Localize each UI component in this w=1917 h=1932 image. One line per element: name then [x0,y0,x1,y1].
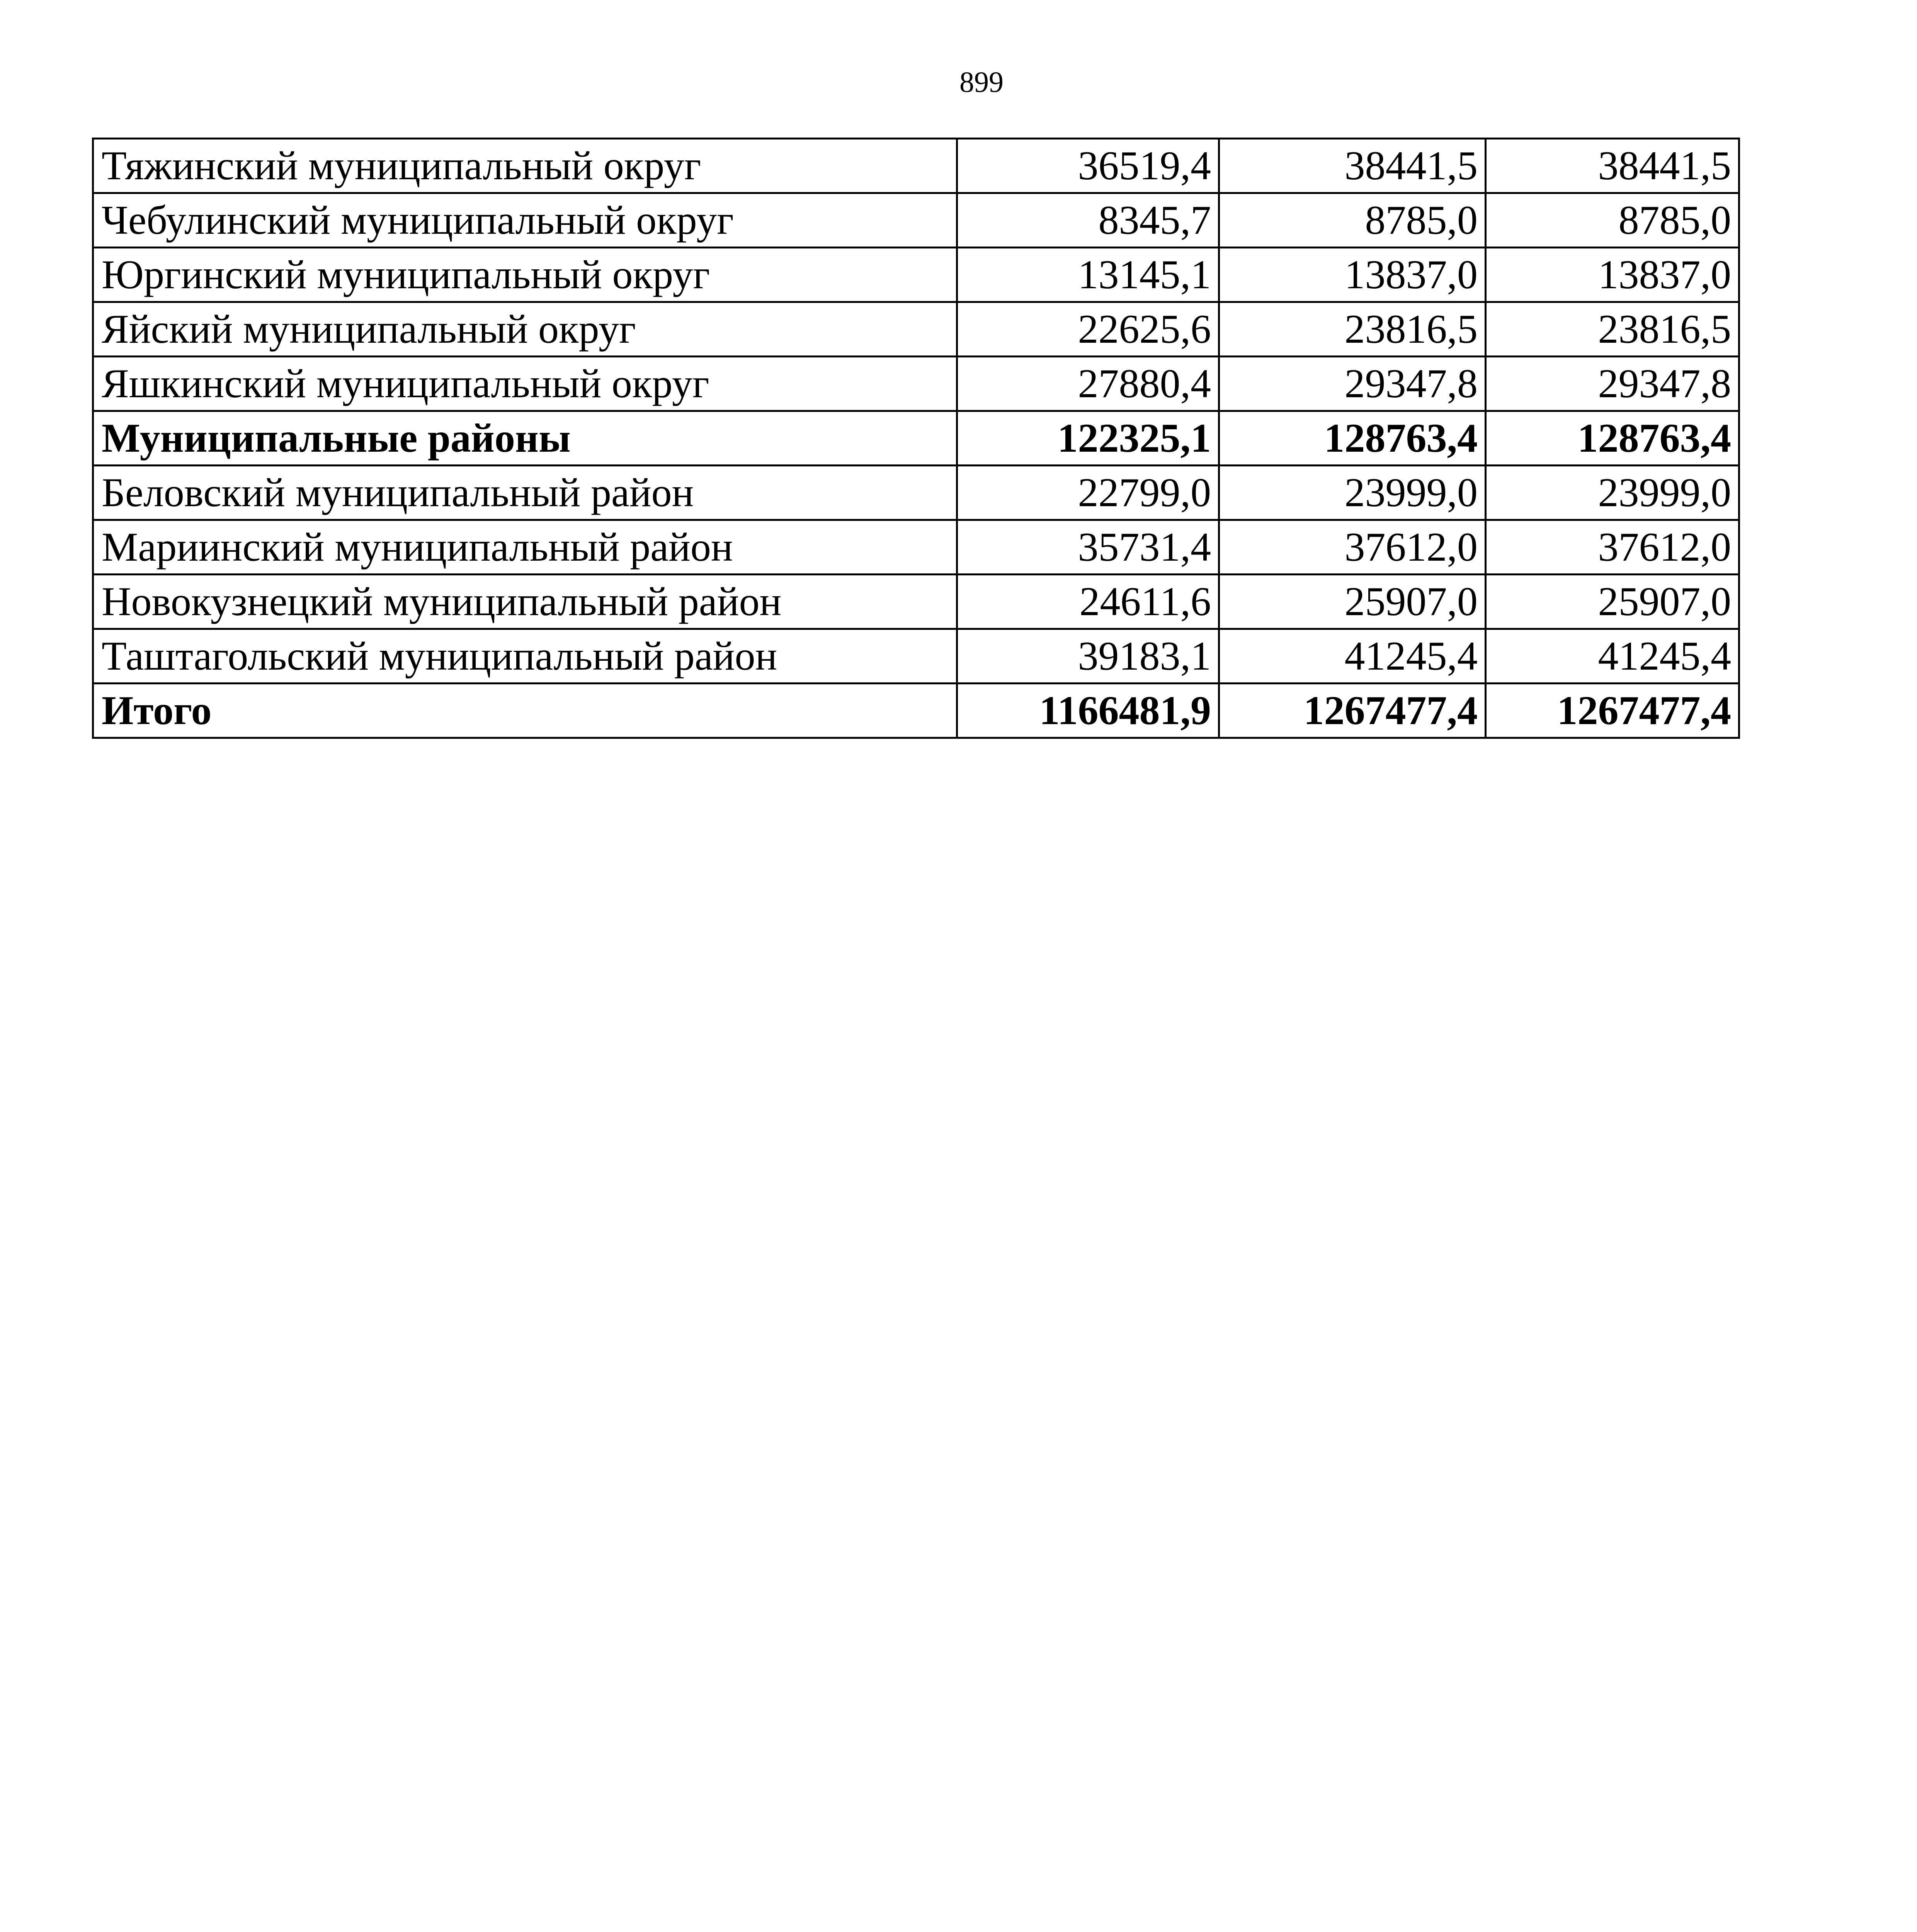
value-col-3: 41245,4 [1486,629,1739,684]
value-col-3: 25907,0 [1486,575,1739,629]
municipality-name: Таштагольский муниципальный район [93,629,957,684]
budget-table [92,138,1740,739]
value-col-3: 23816,5 [1486,302,1739,357]
value-col-3: 1267477,4 [1486,684,1739,738]
table-row [93,466,1739,520]
value-col-1: 27880,4 [957,357,1219,411]
table-row [93,302,1739,357]
value-col-3: 8785,0 [1486,193,1739,248]
table-row [93,629,1739,684]
municipality-name: Мариинский муниципальный район [93,520,957,575]
table-row [93,575,1739,629]
table-row-subtotal [93,411,1739,466]
value-col-1: 35731,4 [957,520,1219,575]
value-col-1: 13145,1 [957,248,1219,302]
value-col-3: 23999,0 [1486,466,1739,520]
value-col-1: 8345,7 [957,193,1219,248]
municipality-name: Беловский муниципальный район [93,466,957,520]
value-col-3: 13837,0 [1486,248,1739,302]
municipality-name: Чебулинский муниципальный округ [93,193,957,248]
value-col-1: 22799,0 [957,466,1219,520]
value-col-3: 37612,0 [1486,520,1739,575]
value-col-1: 24611,6 [957,575,1219,629]
value-col-2: 25907,0 [1219,575,1486,629]
value-col-2: 1267477,4 [1219,684,1486,738]
value-col-3: 29347,8 [1486,357,1739,411]
value-col-2: 38441,5 [1219,139,1486,193]
section-title: Муниципальные районы [93,411,957,466]
value-col-3: 38441,5 [1486,139,1739,193]
table-row-total [93,684,1739,738]
value-col-2: 29347,8 [1219,357,1486,411]
value-col-1: 36519,4 [957,139,1219,193]
municipality-name: Яшкинский муниципальный округ [93,357,957,411]
value-col-2: 37612,0 [1219,520,1486,575]
value-col-2: 41245,4 [1219,629,1486,684]
municipality-name: Тяжинский муниципальный округ [93,139,957,193]
total-label: Итого [93,684,957,738]
value-col-3: 128763,4 [1486,411,1739,466]
value-col-2: 8785,0 [1219,193,1486,248]
table-row [93,520,1739,575]
value-col-1: 22625,6 [957,302,1219,357]
municipality-name: Юргинский муниципальный округ [93,248,957,302]
value-col-2: 128763,4 [1219,411,1486,466]
value-col-2: 23999,0 [1219,466,1486,520]
value-col-1: 1166481,9 [957,684,1219,738]
value-col-2: 13837,0 [1219,248,1486,302]
table-row [93,139,1739,193]
municipality-name: Новокузнецкий муниципальный район [93,575,957,629]
value-col-2: 23816,5 [1219,302,1486,357]
table-row [93,193,1739,248]
page-number: 899 [959,66,1004,99]
value-col-1: 122325,1 [957,411,1219,466]
value-col-1: 39183,1 [957,629,1219,684]
municipality-name: Яйский муниципальный округ [93,302,957,357]
table-row [93,248,1739,302]
table-row [93,357,1739,411]
